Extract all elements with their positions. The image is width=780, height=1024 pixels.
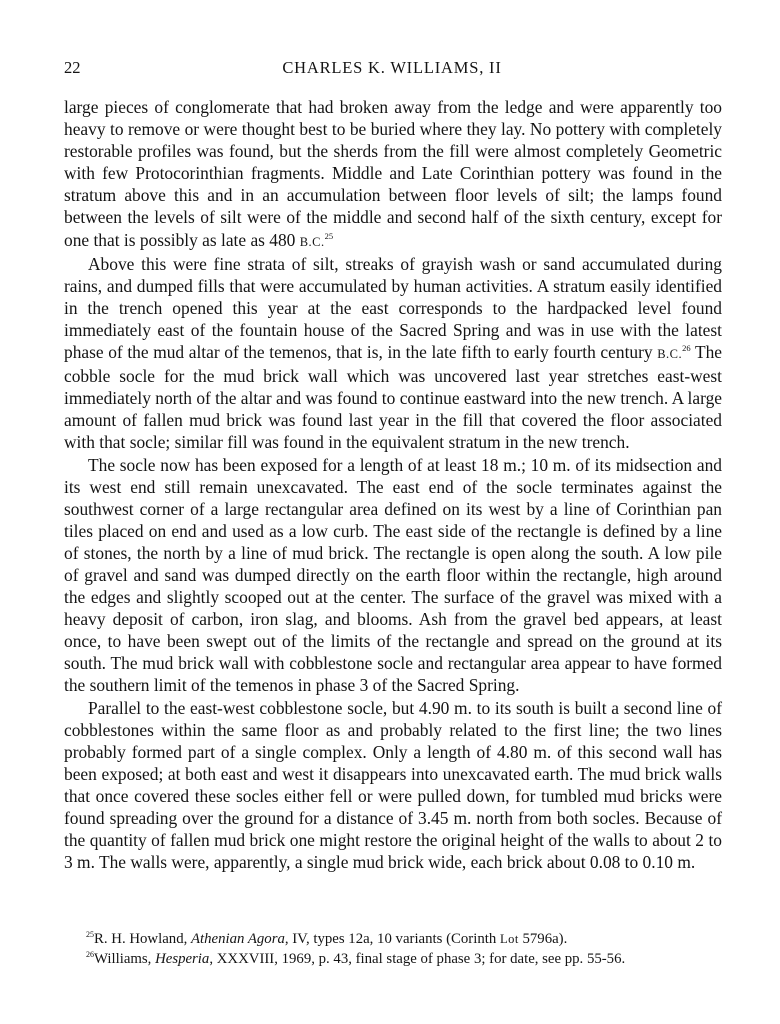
era-abbrev: B.C. — [657, 347, 683, 362]
footnote-ref-25[interactable]: 25 — [324, 230, 334, 241]
footnote-ref-26[interactable]: 26 — [682, 343, 691, 354]
paragraph-4: Parallel to the east-west cobblestone socle, but 4.90 m. to its south is built a second line of cobblestones within the same floor as and probably related to the first line; the two lines probably formed part of a single complex. Only a length of 4.80 m. of this second wall has been exposed; at both east and west it disappears into unexcavated earth. The mud brick walls that once covered these socles either fell or were pulled down, for tumbled mud bricks were found spreading over the ground for a distance of 3.45 m. north from both socles. Because of the quantity of fallen mud brick one might restore the original height of the walls to about 2 to 3 m. The walls were, apparently, a single mud brick wide, each brick about 0.08 to 0.10 m. — [64, 697, 722, 873]
cited-work: Hesperia — [155, 951, 210, 967]
page-number: 22 — [64, 58, 81, 77]
paragraph-3: The socle now has been exposed for a length of at least 18 m.; 10 m. of its midsection and its west end still remain unexcavated. The east end of the socle terminates against the southwest corner of a large rectangular area defined on its west by a line of Corinthian pan tiles placed on end and used as a low curb. The east side of the rectangle is defined by a line of stones, the north by a line of mud brick. The rectangle is open along the south. A low pile of gravel and sand was dumped directly on the earth floor within the rectangle, high around the edges and slightly scooped out at the center. The surface of the gravel was mixed with a heavy deposit of carbon, iron slag, and blooms. Ash from the gravel bed appears, at least once, to have been swept out of the limits of the rectangle and spread on the ground at its south. The mud brick wall with cobblestone socle and rectangular area appear to have formed the southern limit of the temenos in phase 3 of the Sacred Spring. — [64, 454, 722, 696]
era-abbrev: B.C. — [299, 234, 325, 249]
footnote-26: $^{26}$Williams, Hesperia, XXXVIII, 1969, p. 43, final stage of phase 3; for date, see pp. 55-56. — [86, 950, 626, 967]
footnote-number: 25 — [86, 930, 94, 939]
body-text — [64, 96, 722, 873]
running-head: CHARLES K. WILLIAMS, II — [282, 58, 502, 77]
page-header — [64, 58, 720, 82]
paragraph-2: Above this were fine strata of silt, streaks of grayish wash or sand accumulated during rains, and dumped fills that were accumulated by human activities. A stratum easily identified in the trench opened this year at the east corresponds to the hardpacked level found immediately east of the fountain house of the Sacred Spring and was in use with the latest phase of the mud altar of the temenos, that is, in the late fifth to early fourth century B.C.$^{26}$ The cobble socle for the mud brick wall which was uncovered last year stretches east-west immediately north of the altar and was found to continue eastward into the new trench. A large amount of fallen mud brick was found last year in the fill that covered the floor associated with that socle; similar fill was found in the equivalent stratum in the new trench. — [64, 253, 722, 453]
lot-abbrev: Lot — [499, 932, 519, 946]
cited-work: Athenian Agora — [191, 931, 285, 947]
footnote-number: 26 — [86, 950, 94, 959]
footnote-25: $^{25}$R. H. Howland, Athenian Agora, IV, types 12a, 10 variants (Corinth Lot 5796a). — [86, 930, 568, 947]
footnotes — [64, 929, 722, 969]
paragraph-1: large pieces of conglomerate that had broken away from the ledge and were apparently too heavy to remove or were thought best to be buried where they lay. No pottery with completely restorable profiles was found, but the sherds from the fill were almost completely Geometric with few Protocorinthian fragments. Middle and Late Corinthian pottery was found in the stratum above this and in an accumulation between floor levels of silt; the lamps found between the levels of silt were of the middle and second half of the sixth century, except for one that is possibly as late as 480 B.C.$^{25}$ — [64, 97, 722, 250]
